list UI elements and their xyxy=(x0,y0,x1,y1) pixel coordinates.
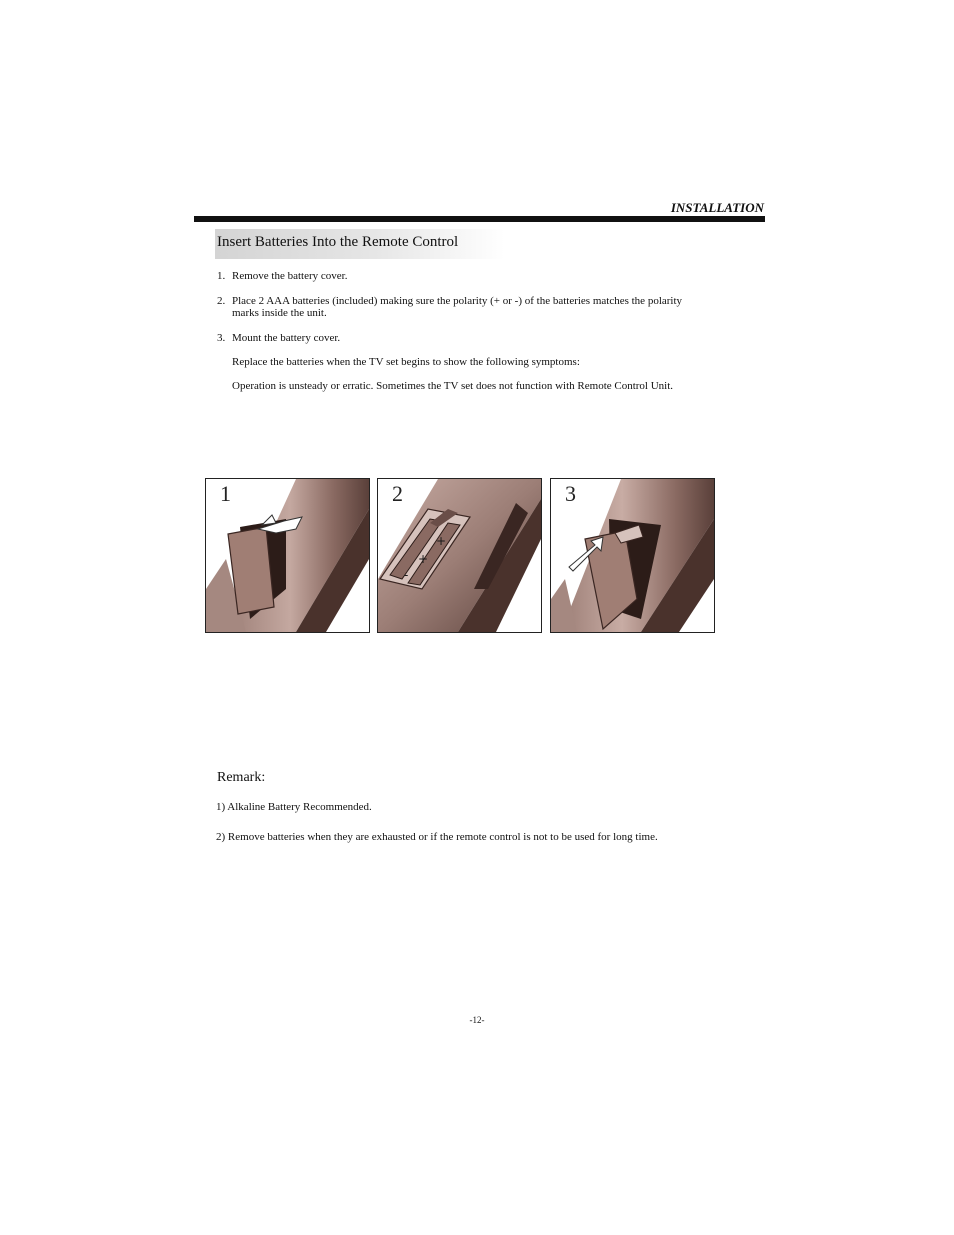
figure-panel-2 xyxy=(377,478,542,633)
page-number: -12- xyxy=(469,1015,485,1025)
figure-panel-1 xyxy=(205,478,370,633)
section-title: INSTALLATION xyxy=(670,200,764,215)
symptom-note: Operation is unsteady or erratic. Sometimes the TV set does not function with Remote Control Unit. xyxy=(232,380,674,392)
step-text-continued: marks inside the unit. xyxy=(232,307,327,319)
header-rule xyxy=(194,216,765,222)
step-text: Place 2 AAA batteries (included) making sure the polarity (+ or -) of the batteries matches the polarity xyxy=(232,295,683,307)
step-number: 1. xyxy=(217,270,226,282)
figure-panel-3 xyxy=(550,478,715,633)
figure-number: 3 xyxy=(565,481,576,506)
figure-number: 2 xyxy=(392,481,403,506)
figure-number: 1 xyxy=(220,481,231,506)
replace-note: Replace the batteries when the TV set begins to show the following symptoms: xyxy=(232,356,580,368)
step-number: 3. xyxy=(217,332,226,344)
polarity-mark: + xyxy=(436,534,447,548)
remark-item-1: 1) Alkaline Battery Recommended. xyxy=(216,801,372,813)
step-text: Remove the battery cover. xyxy=(232,270,348,282)
remark-title: Remark: xyxy=(217,770,266,785)
remark-item-2: 2) Remove batteries when they are exhausted or if the remote control is not to be used for long time. xyxy=(216,831,658,843)
polarity-mark: + xyxy=(418,552,429,566)
polarity-mark: - xyxy=(404,568,409,582)
page-heading: Insert Batteries Into the Remote Control xyxy=(217,234,459,250)
step-text: Mount the battery cover. xyxy=(232,332,341,344)
step-number: 2. xyxy=(217,295,226,307)
